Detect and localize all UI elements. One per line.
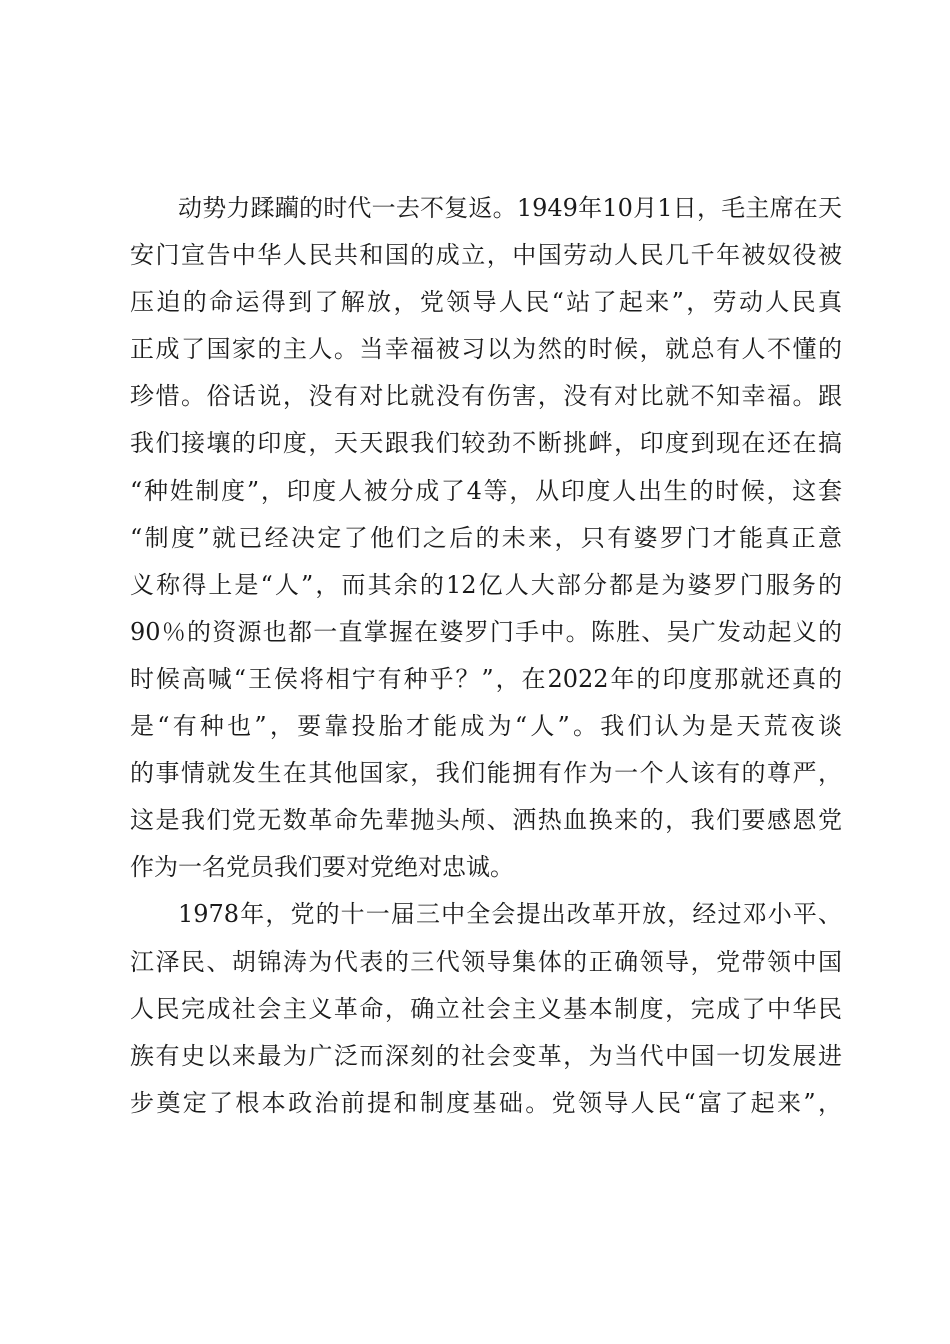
paragraph-2-line-1: 1978年，党的十一届三中全会提出改革开放，经过邓小平、 <box>178 900 842 929</box>
paragraph-1-line-14: 这是我们党无数革命先辈抛头颅、洒热血换来的，我们要感恩党 <box>130 806 842 835</box>
paragraph-1-line-15: 作为一名党员我们要对党绝对忠诚。 <box>130 853 514 882</box>
paragraph-1-line-2: 安门宣告中华人民共和国的成立，中国劳动人民几千年被奴役被 <box>130 241 842 270</box>
paragraph-1-line-10: 90％的资源也都一直掌握在婆罗门手中。陈胜、吴广发动起义的 <box>130 617 842 646</box>
paragraph-1-line-12: 是“有种也”，要靠投胎才能成为“人”。我们认为是天荒夜谈 <box>130 712 842 741</box>
paragraph-1-line-11: 时候高喊“王侯将相宁有种乎？”，在2022年的印度那就还真的 <box>130 664 842 693</box>
paragraph-1-line-4: 正成了国家的主人。当幸福被习以为然的时候，就总有人不懂的 <box>130 335 842 364</box>
paragraph-2-line-5: 步奠定了根本政治前提和制度基础。党领导人民“富了起来”， <box>130 1088 842 1117</box>
body-text <box>130 185 842 1127</box>
paragraph-1-line-5: 珍惜。俗话说，没有对比就没有伤害，没有对比就不知幸福。跟 <box>130 382 842 411</box>
paragraph-1-line-13: 的事情就发生在其他国家，我们能拥有作为一个人该有的尊严， <box>130 759 842 788</box>
paragraph-2-line-4: 族有史以来最为广泛而深刻的社会变革，为当代中国一切发展进 <box>130 1041 842 1070</box>
paragraph-1-line-1: 动势力蹂躏的时代一去不复返。1949年10月1日，毛主席在天 <box>178 194 842 222</box>
paragraph-1-line-9: 义称得上是“人”，而其余的12亿人大部分都是为婆罗门服务的 <box>130 570 842 599</box>
paragraph-2-line-2: 江泽民、胡锦涛为代表的三代领导集体的正确领导，党带领中国 <box>130 947 842 976</box>
paragraph-1-line-3: 压迫的命运得到了解放，党领导人民“站了起来”，劳动人民真 <box>130 288 842 317</box>
paragraph-2-line-3: 人民完成社会主义革命，确立社会主义基本制度，完成了中华民 <box>130 994 842 1023</box>
paragraph-1-line-8: “制度”就已经决定了他们之后的未来，只有婆罗门才能真正意 <box>130 523 842 552</box>
paragraph-1-line-6: 我们接壤的印度，天天跟我们较劲不断挑衅，印度到现在还在搞 <box>130 429 842 458</box>
paragraph-1-line-7: “种姓制度”，印度人被分成了4等，从印度人出生的时候，这套 <box>130 476 842 505</box>
